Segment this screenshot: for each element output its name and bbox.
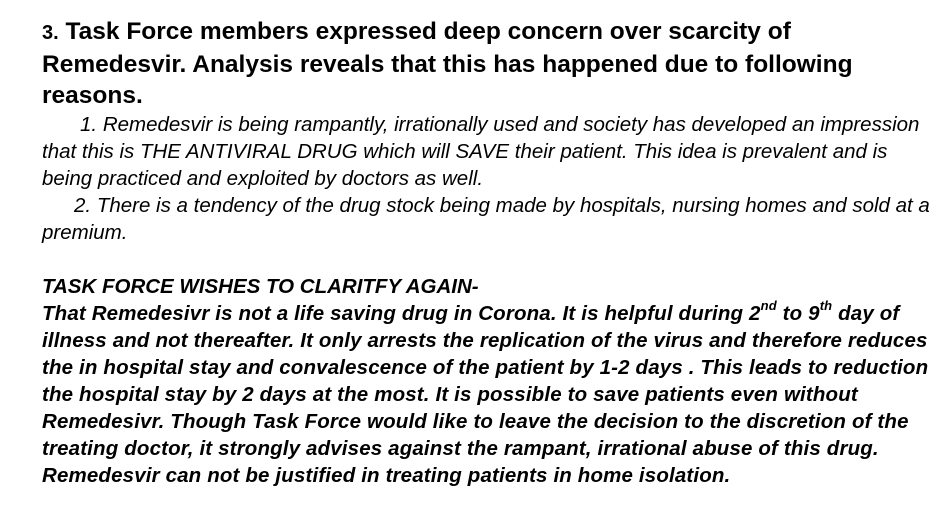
clarification-text-part-1: That Remedesivr is not a life saving drug in Corona. It is helpful during 2 [42, 302, 761, 325]
paragraph-spacer [42, 246, 932, 273]
reason-item-1 [42, 111, 932, 192]
section-heading [42, 16, 932, 111]
reason-text-2: There is a tendency of the drug stock being made by hospitals, nursing homes and sold at a premium. [42, 194, 930, 244]
superscript-th: th [819, 298, 833, 314]
clarification-text-part-3: day of illness and not thereafter. It only arrests the replication of the virus and therefore reduces the in hospital stay and convalescence of the patient by 1-2 days . This leads to reduction the hospital stay by 2 days at the most. It is possible to save patients even without Remedesivr. Though Task Force would like to leave the decision to the discretion of the treating doctor, it strongly advises against the rampant, irrational abuse of this drug. Remedesvir can not be justified in treating patients in home isolation. [42, 302, 929, 487]
document-page [42, 16, 932, 489]
section-number: 3. [42, 22, 59, 44]
clarification-text-part-2: to 9 [776, 302, 820, 325]
superscript-nd: nd [760, 298, 777, 314]
reason-text-1: Remedesvir is being rampantly, irrationally used and society has developed an impression that this is THE ANTIVIRAL DRUG which will SAVE their patient. This idea is prevalent and is being practiced and exploited by doctors as well. [42, 113, 920, 190]
section-heading-text: Task Force members expressed deep concern over scarcity of Remedesvir. Analysis reveals that this has happened due to following reasons. [42, 18, 853, 109]
clarification-body [42, 300, 932, 489]
reason-item-2 [42, 192, 932, 246]
reason-number-2: 2. [74, 194, 92, 217]
reason-number-1: 1. [80, 113, 98, 136]
clarification-title: TASK FORCE WISHES TO CLARITFY AGAIN- [42, 275, 479, 298]
